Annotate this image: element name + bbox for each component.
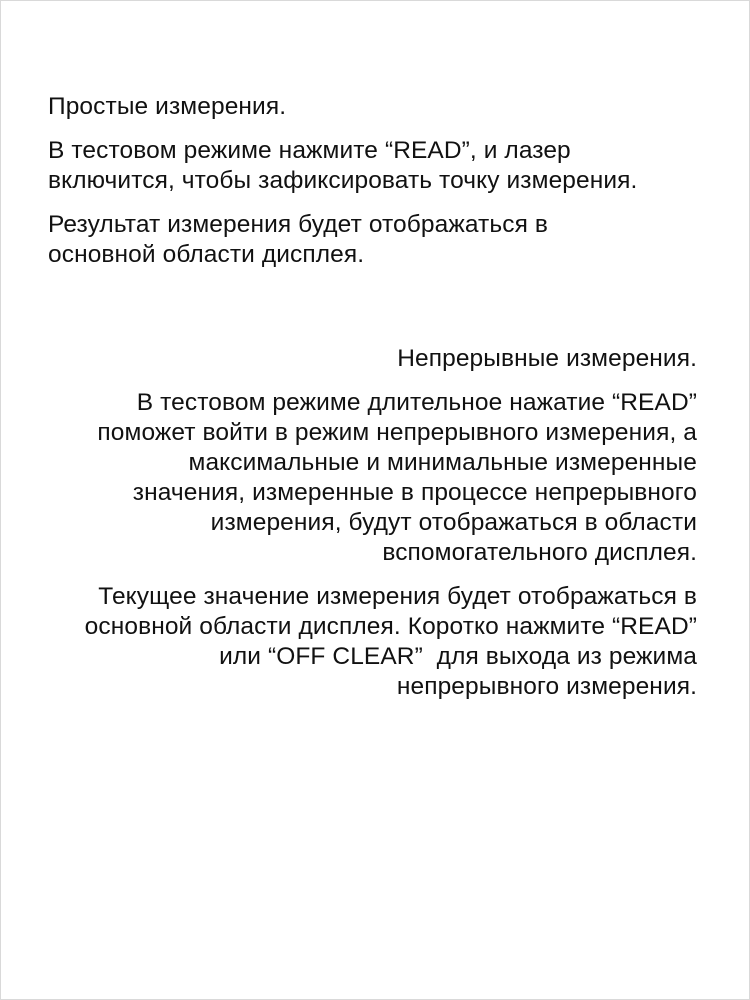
continuous-p1-line-3: максимальные и минимальные измеренные (188, 449, 697, 476)
simple-p1-line-1: В тестовом режиме нажмите “READ”, и лазер (48, 137, 571, 164)
simple-measurement-title (48, 92, 658, 122)
simple-measurement-paragraph-2 (48, 210, 658, 270)
continuous-p2-line-1: Текущее значение измерения будет отображаться в (98, 583, 697, 610)
simple-p2-line-1: Результат измерения будет отображаться в (48, 211, 548, 238)
continuous-measurement-paragraph-2 (32, 582, 697, 702)
continuous-measurement-title (32, 344, 697, 374)
continuous-measurement-section (32, 344, 697, 716)
simple-measurement-paragraph-1 (48, 136, 658, 196)
continuous-p1-line-5: измерения, будут отображаться в области (210, 509, 697, 536)
continuous-measurement-paragraph-1 (32, 388, 697, 568)
continuous-p1-line-4: значения, измеренные в процессе непрерывного (132, 479, 697, 506)
continuous-p2-line-4: непрерывного измерения. (396, 673, 697, 700)
simple-p1-line-2: включится, чтобы зафиксировать точку измерения. (48, 167, 638, 194)
continuous-p2-line-2: основной области дисплея. Коротко нажмите “READ” (84, 613, 697, 640)
simple-measurement-section (48, 92, 658, 284)
continuous-p1-line-2: поможет войти в режим непрерывного измерения, а (97, 419, 697, 446)
continuous-p2-line-3: или “OFF CLEAR” для выхода из режима (219, 643, 697, 670)
continuous-measurement-title-text: Непрерывные измерения. (397, 345, 697, 372)
simple-measurement-title-text: Простые измерения. (48, 93, 287, 120)
simple-p2-line-2: основной области дисплея. (48, 241, 365, 268)
continuous-p1-line-1: В тестовом режиме длительное нажатие “READ” (136, 389, 697, 416)
continuous-p1-line-6: вспомогательного дисплея. (382, 539, 697, 566)
